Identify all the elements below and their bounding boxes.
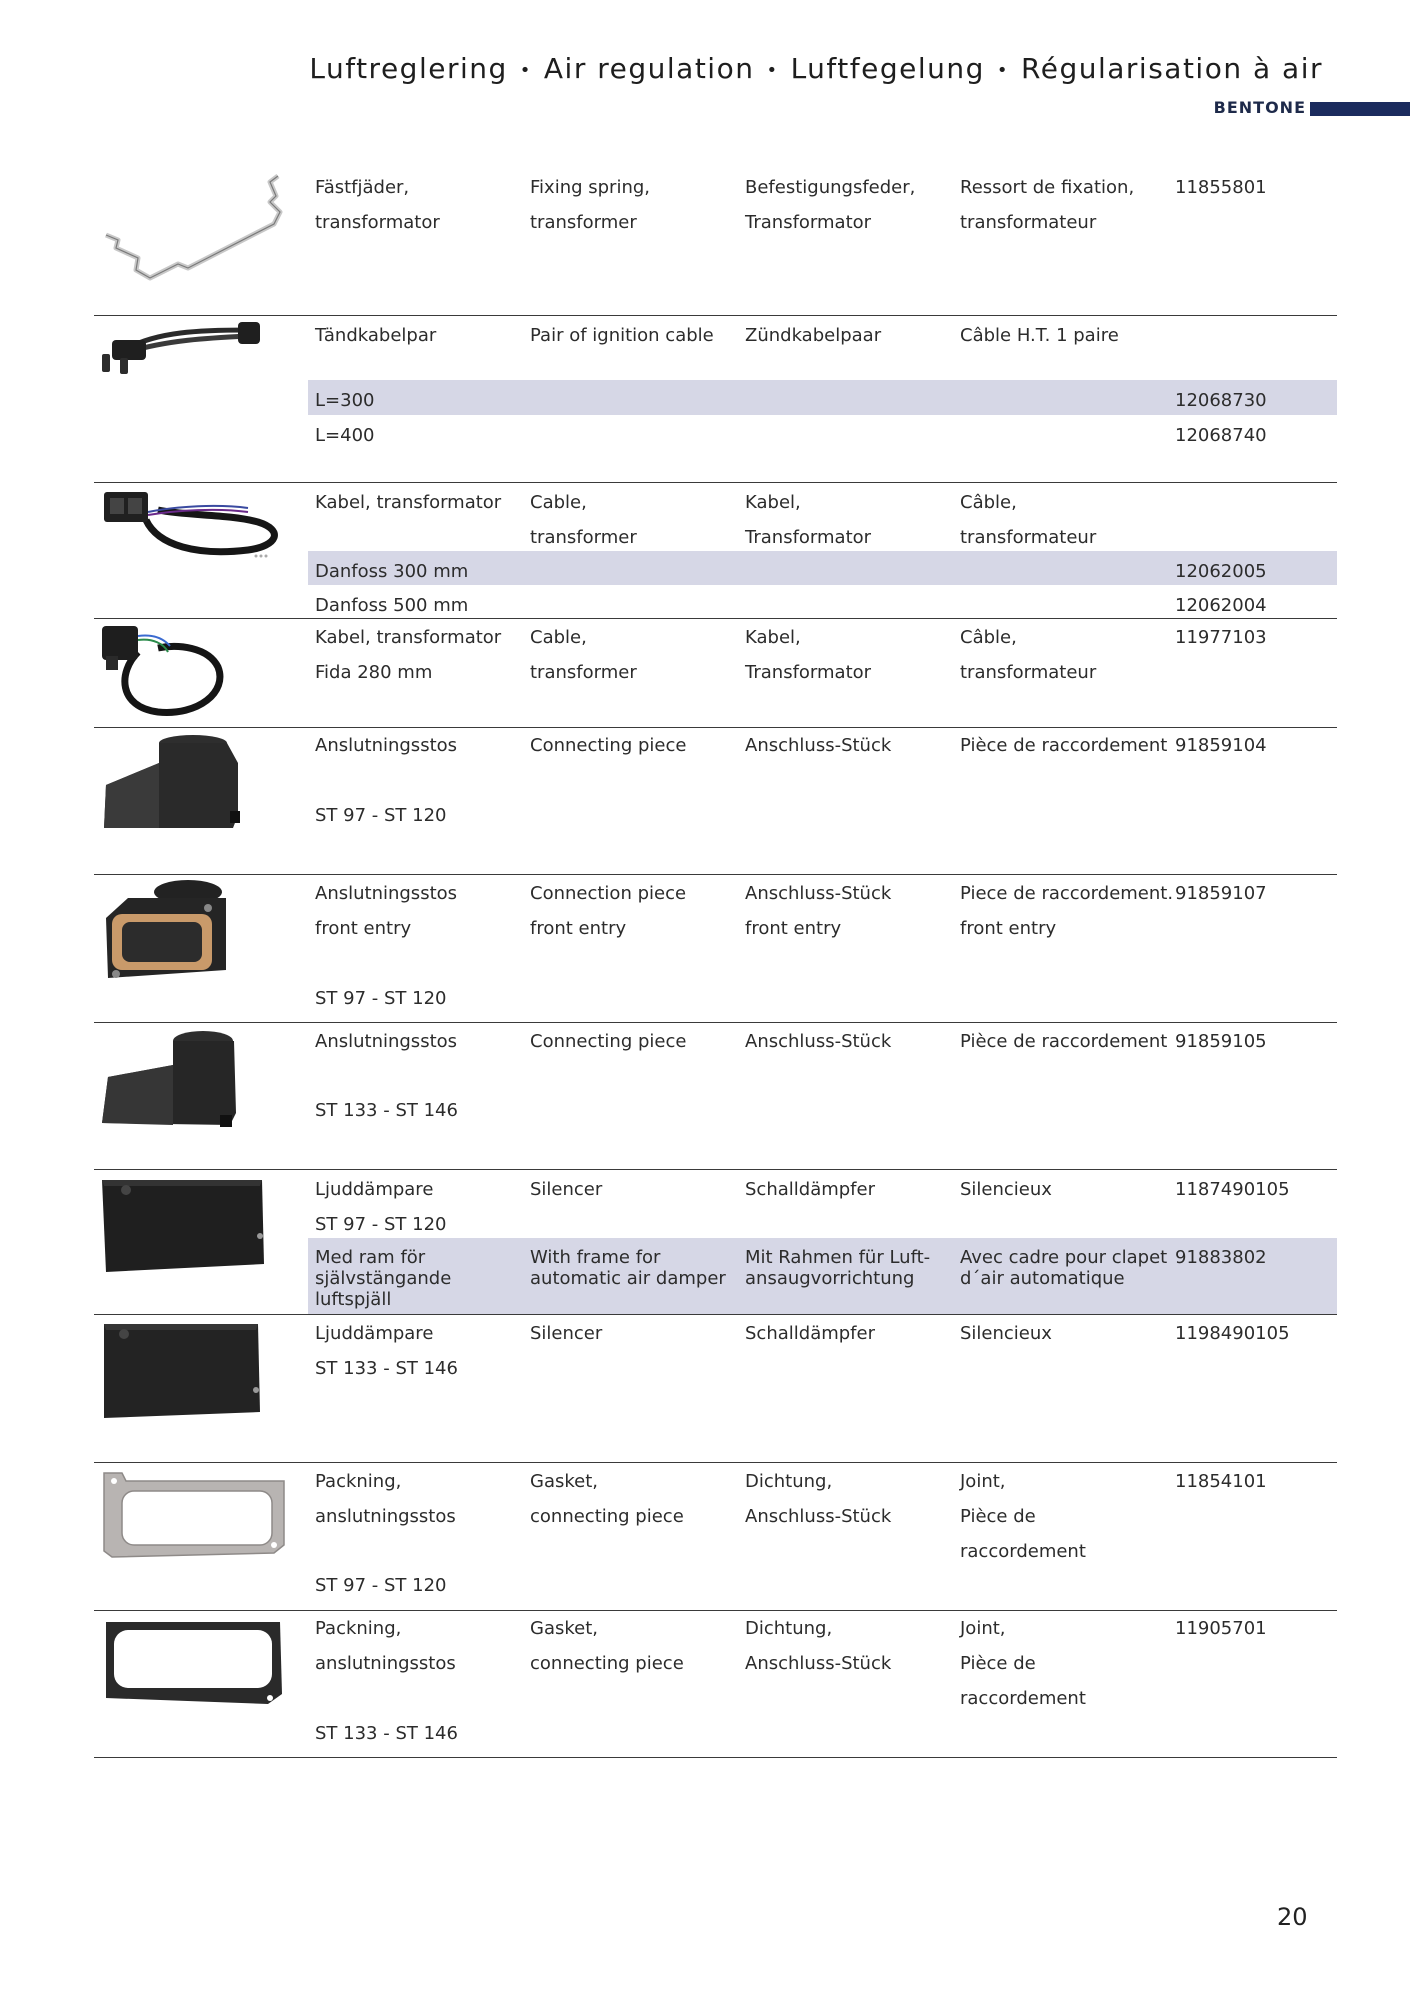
desc-fr: Câble, bbox=[960, 627, 1017, 648]
desc-de: Anschluss-Stück bbox=[745, 735, 892, 756]
title-sv: Luftreglering bbox=[309, 52, 508, 85]
section-divider bbox=[94, 618, 1337, 619]
desc-de: Kabel, bbox=[745, 627, 801, 648]
model-range: ST 97 - ST 120 bbox=[315, 1575, 447, 1596]
section-divider bbox=[94, 1314, 1337, 1315]
desc-fr: raccordement bbox=[960, 1541, 1086, 1562]
title-en: Air regulation bbox=[543, 52, 755, 85]
desc-en: Pair of ignition cable bbox=[530, 325, 714, 346]
desc-de: Mit Rahmen für Luft- bbox=[745, 1247, 931, 1268]
article-number: 12062005 bbox=[1175, 561, 1267, 582]
article-number: 91883802 bbox=[1175, 1247, 1267, 1268]
article-number: 91859105 bbox=[1175, 1031, 1267, 1052]
desc-de: ansaugvorrichtung bbox=[745, 1268, 915, 1289]
title-separator: • bbox=[519, 59, 532, 81]
article-number: 12068730 bbox=[1175, 390, 1267, 411]
desc-fr: Pièce de raccordement bbox=[960, 735, 1168, 756]
desc-fr: Pièce de bbox=[960, 1653, 1036, 1674]
variant-label: Danfoss 500 mm bbox=[315, 595, 469, 616]
page-number: 20 bbox=[1277, 1903, 1308, 1931]
desc-en: Gasket, bbox=[530, 1618, 598, 1639]
connecting-piece-icon bbox=[98, 733, 248, 833]
desc-de: Dichtung, bbox=[745, 1618, 833, 1639]
article-number: 1198490105 bbox=[1175, 1323, 1290, 1344]
desc-de: front entry bbox=[745, 918, 842, 939]
desc-fr: Ressort de fixation, bbox=[960, 177, 1135, 198]
desc-en: connecting piece bbox=[530, 1653, 684, 1674]
desc-fr: Avec cadre pour clapet bbox=[960, 1247, 1168, 1268]
desc-sv: anslutningsstos bbox=[315, 1653, 456, 1674]
desc-de: Zündkabelpaar bbox=[745, 325, 882, 346]
model-range: ST 133 - ST 146 bbox=[315, 1100, 458, 1121]
desc-fr: transformateur bbox=[960, 212, 1097, 233]
desc-en: transformer bbox=[530, 527, 637, 548]
desc-sv: självstängande bbox=[315, 1268, 452, 1289]
model-range: ST 133 - ST 146 bbox=[315, 1358, 458, 1379]
desc-de: Anschluss-Stück bbox=[745, 1031, 892, 1052]
section-divider bbox=[94, 1022, 1337, 1023]
desc-de: Transformator bbox=[745, 212, 872, 233]
article-number: 11905701 bbox=[1175, 1618, 1267, 1639]
article-number: 11977103 bbox=[1175, 627, 1267, 648]
silencer-icon bbox=[98, 1320, 270, 1420]
desc-en: Silencer bbox=[530, 1179, 603, 1200]
ignition-cable-icon bbox=[98, 318, 268, 376]
desc-fr: d´air automatique bbox=[960, 1268, 1125, 1289]
desc-fr: front entry bbox=[960, 918, 1057, 939]
desc-sv: Kabel, transformator bbox=[315, 492, 502, 513]
desc-en: front entry bbox=[530, 918, 627, 939]
title-de: Luftfegelung bbox=[790, 52, 985, 85]
desc-fr: transformateur bbox=[960, 662, 1097, 683]
desc-en: Connecting piece bbox=[530, 1031, 687, 1052]
variant-label: Danfoss 300 mm bbox=[315, 561, 469, 582]
model-range: ST 97 - ST 120 bbox=[315, 988, 447, 1009]
section-divider bbox=[94, 482, 1337, 483]
section-divider bbox=[94, 315, 1337, 316]
desc-de: Transformator bbox=[745, 662, 872, 683]
variant-label: L=300 bbox=[315, 390, 375, 411]
desc-sv: transformator bbox=[315, 212, 440, 233]
desc-en: transformer bbox=[530, 662, 637, 683]
variant-label: L=400 bbox=[315, 425, 375, 446]
desc-en: Silencer bbox=[530, 1323, 603, 1344]
section-divider bbox=[94, 874, 1337, 875]
desc-en: Connecting piece bbox=[530, 735, 687, 756]
desc-sv: Tändkabelpar bbox=[315, 325, 437, 346]
desc-sv: Packning, bbox=[315, 1618, 402, 1639]
gasket-icon bbox=[98, 1467, 288, 1563]
model-range: ST 97 - ST 120 bbox=[315, 1214, 447, 1235]
desc-de: Schalldämpfer bbox=[745, 1323, 875, 1344]
desc-sv: Ljuddämpare bbox=[315, 1323, 434, 1344]
desc-sv: Packning, bbox=[315, 1471, 402, 1492]
desc-sv: Kabel, transformator bbox=[315, 627, 502, 648]
desc-de: Schalldämpfer bbox=[745, 1179, 875, 1200]
brand-accent-bar bbox=[1310, 102, 1410, 116]
connecting-piece-front-icon bbox=[98, 878, 238, 988]
desc-sv: Anslutningsstos bbox=[315, 1031, 458, 1052]
desc-en: automatic air damper bbox=[530, 1268, 726, 1289]
article-number: 91859107 bbox=[1175, 883, 1267, 904]
section-divider bbox=[94, 1757, 1337, 1758]
desc-en: Fixing spring, bbox=[530, 177, 651, 198]
desc-sv: Anslutningsstos bbox=[315, 735, 458, 756]
desc-en: Gasket, bbox=[530, 1471, 598, 1492]
section-divider bbox=[94, 1610, 1337, 1611]
desc-sv: Med ram för bbox=[315, 1247, 426, 1268]
desc-sv: Ljuddämpare bbox=[315, 1179, 434, 1200]
model-range: ST 97 - ST 120 bbox=[315, 805, 447, 826]
desc-de: Anschluss-Stück bbox=[745, 1653, 892, 1674]
gasket-icon bbox=[98, 1618, 288, 1710]
desc-fr: Pièce de raccordement bbox=[960, 1031, 1168, 1052]
desc-fr: Piece de raccordement. bbox=[960, 883, 1174, 904]
desc-fr: Joint, bbox=[960, 1618, 1006, 1639]
page-header-title bbox=[309, 52, 1323, 85]
desc-fr: Câble, bbox=[960, 492, 1017, 513]
article-number: 12068740 bbox=[1175, 425, 1267, 446]
desc-de: Dichtung, bbox=[745, 1471, 833, 1492]
transformer-cable-icon bbox=[98, 486, 288, 576]
desc-fr: transformateur bbox=[960, 527, 1097, 548]
article-number: 1187490105 bbox=[1175, 1179, 1290, 1200]
article-number: 91859104 bbox=[1175, 735, 1267, 756]
desc-sv: luftspjäll bbox=[315, 1289, 392, 1310]
title-separator: • bbox=[766, 59, 779, 81]
section-divider bbox=[94, 1169, 1337, 1170]
desc-en: connecting piece bbox=[530, 1506, 684, 1527]
desc-fr: Silencieux bbox=[960, 1323, 1052, 1344]
section-divider bbox=[94, 727, 1337, 728]
brand-logo: BENTONE bbox=[1213, 98, 1306, 117]
model-range: ST 133 - ST 146 bbox=[315, 1723, 458, 1744]
desc-en: Cable, bbox=[530, 627, 587, 648]
article-number: 12062004 bbox=[1175, 595, 1267, 616]
desc-en: Connection piece bbox=[530, 883, 687, 904]
title-fr: Régularisation à air bbox=[1021, 52, 1323, 85]
desc-fr: Silencieux bbox=[960, 1179, 1052, 1200]
desc-fr: Câble H.T. 1 paire bbox=[960, 325, 1119, 346]
desc-de: Kabel, bbox=[745, 492, 801, 513]
desc-de: Anschluss-Stück bbox=[745, 1506, 892, 1527]
desc-de: Transformator bbox=[745, 527, 872, 548]
desc-en: Cable, bbox=[530, 492, 587, 513]
fixing-spring-icon bbox=[98, 170, 288, 290]
desc-en: transformer bbox=[530, 212, 637, 233]
desc-fr: Pièce de bbox=[960, 1506, 1036, 1527]
desc-sv: Fästfjäder, bbox=[315, 177, 410, 198]
desc-de: Befestigungsfeder, bbox=[745, 177, 916, 198]
desc-sv: front entry bbox=[315, 918, 412, 939]
desc-fr: Joint, bbox=[960, 1471, 1006, 1492]
connecting-piece-icon bbox=[98, 1027, 248, 1137]
transformer-cable-icon bbox=[98, 622, 238, 722]
silencer-icon bbox=[98, 1176, 270, 1276]
article-number: 11855801 bbox=[1175, 177, 1267, 198]
section-divider bbox=[94, 1462, 1337, 1463]
desc-en: With frame for bbox=[530, 1247, 661, 1268]
desc-sv: anslutningsstos bbox=[315, 1506, 456, 1527]
desc-sv: Fida 280 mm bbox=[315, 662, 433, 683]
desc-fr: raccordement bbox=[960, 1688, 1086, 1709]
desc-de: Anschluss-Stück bbox=[745, 883, 892, 904]
desc-sv: Anslutningsstos bbox=[315, 883, 458, 904]
title-separator: • bbox=[996, 59, 1010, 81]
article-number: 11854101 bbox=[1175, 1471, 1267, 1492]
